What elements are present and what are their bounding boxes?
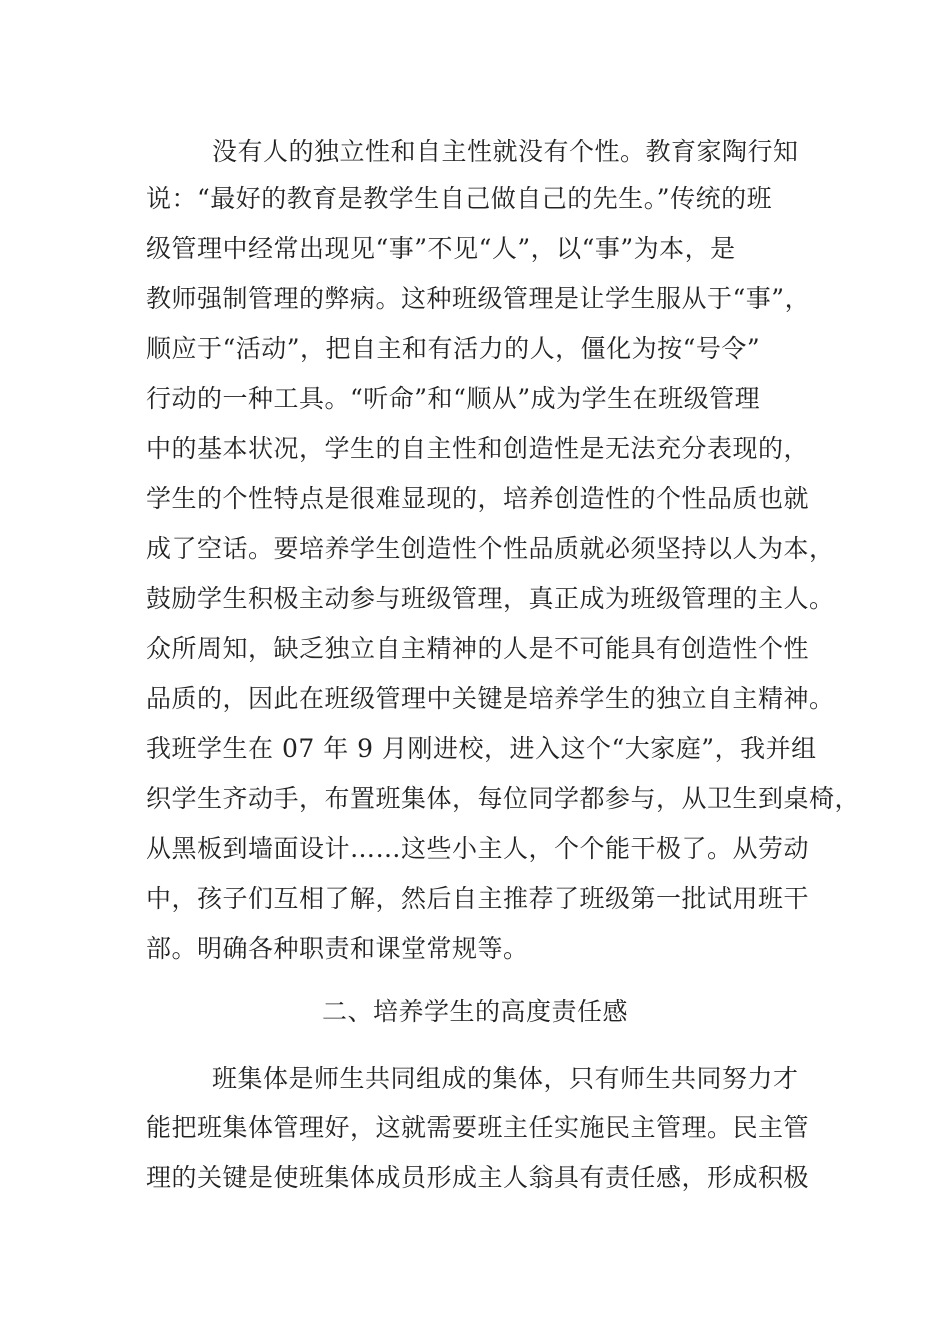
paragraph-2-line-1: 班集体是师生共同组成的集体，只有师生共同努力才	[212, 1064, 799, 1093]
paragraph-2-line-3: 理的关键是使班集体成员形成主人翁具有责任感，形成积极	[146, 1163, 810, 1192]
paragraph-1-line-15: 从黑板到墙面设计……这些小主人，个个能干极了。从劳动	[146, 834, 810, 863]
paragraph-1-line-13: 我班学生在 07 年 9 月刚进校，进入这个“大家庭”，我并组	[146, 734, 817, 763]
paragraph-1-line-10: 鼓励学生积极主动参与班级管理，真正成为班级管理的主人。	[146, 584, 835, 613]
paragraph-1-line-12: 品质的，因此在班级管理中关键是培养学生的独立自主精神。	[146, 684, 835, 713]
paragraph-1-line-4: 教师强制管理的弊病。这种班级管理是让学生服从于“事”，	[146, 284, 811, 313]
paragraph-1-line-11: 众所周知，缺乏独立自主精神的人是不可能具有创造性个性	[146, 634, 810, 663]
paragraph-1-line-6: 行动的一种工具。“听命”和“顺从”成为学生在班级管理	[146, 384, 761, 413]
paragraph-1-line-17: 部。明确各种职责和课堂常规等。	[146, 934, 529, 963]
section-heading: 二、培养学生的高度责任感	[321, 997, 628, 1026]
paragraph-1-line-8: 学生的个性特点是很难显现的，培养创造性的个性品质也就	[146, 484, 810, 513]
paragraph-1-line-1: 没有人的独立性和自主性就没有个性。教育家陶行知	[212, 137, 799, 166]
paragraph-1-line-9: 成了空话。要培养学生创造性个性品质就必须坚持以人为本，	[146, 534, 835, 563]
paragraph-1-line-7: 中的基本状况，学生的自主性和创造性是无法充分表现的，	[146, 434, 810, 463]
paragraph-1-line-3: 级管理中经常出现见“事”不见“人”，以“事”为本，是	[146, 234, 736, 263]
paragraph-1-line-5: 顺应于“活动”，把自主和有活力的人，僵化为按“号令”	[146, 334, 761, 363]
paragraph-1-line-14: 织学生齐动手，布置班集体，每位同学都参与，从卫生到桌椅，	[146, 784, 861, 813]
paragraph-2-line-2: 能把班集体管理好，这就需要班主任实施民主管理。民主管	[146, 1113, 810, 1142]
paragraph-1-line-2: 说：“最好的教育是教学生自己做自己的先生。”传统的班	[146, 184, 773, 213]
paragraph-1-line-16: 中，孩子们互相了解，然后自主推荐了班级第一批试用班干	[146, 884, 810, 913]
